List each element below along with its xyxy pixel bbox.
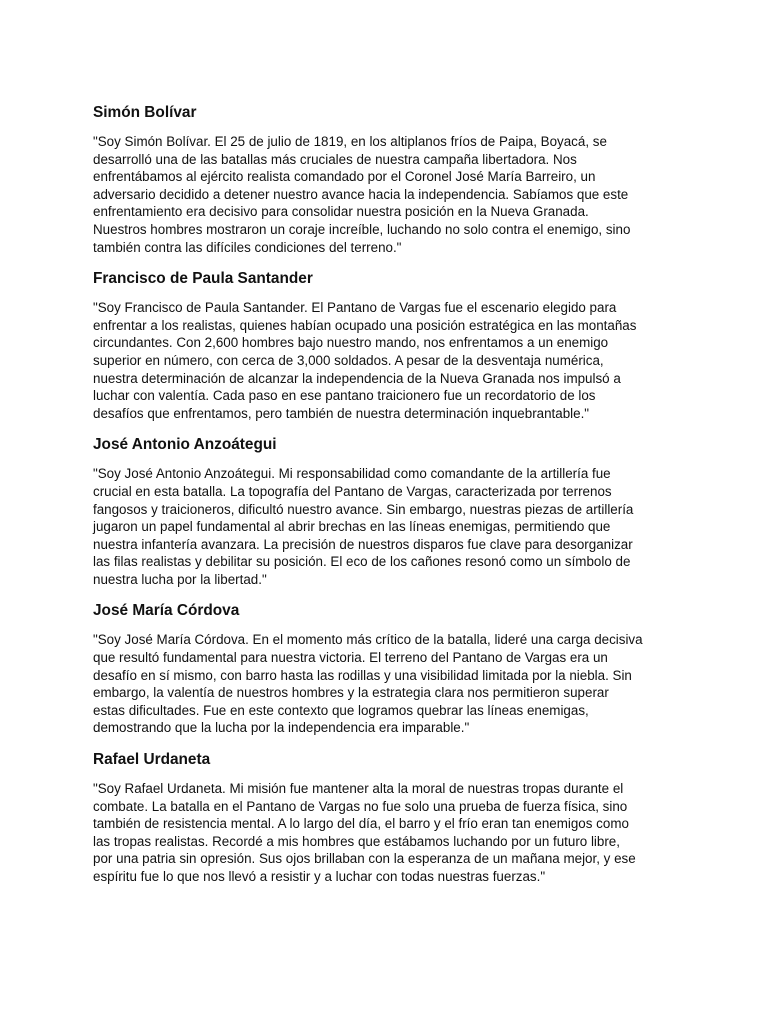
section-heading: Simón Bolívar (93, 104, 197, 121)
section-paragraph (93, 299, 681, 422)
paragraph-line: nuestra lucha por la libertad." (93, 571, 267, 587)
paragraph-line: las filas realistas y debilitar su posición. El eco de los cañones resonó como un símbolo de (93, 554, 631, 570)
paragraph-line: desafíos que enfrentamos, pero también de nuestra determinación inquebrantable." (93, 405, 590, 421)
paragraph-line: también contra las difíciles condiciones del terreno." (93, 239, 402, 255)
paragraph-line: superior en número, con cerca de 3,000 soldados. A pesar de la desventaja numérica, (93, 352, 604, 368)
paragraph-line: enfrentar a los realistas, quienes habían ocupado una posición estratégica en las montañas (93, 317, 637, 333)
section-heading: Rafael Urdaneta (93, 751, 211, 769)
paragraph-line: por una patria sin opresión. Sus ojos brillaban con la esperanza de un mañana mejor, y ese (93, 851, 636, 867)
paragraph-line: Nuestros hombres mostraron un coraje increíble, luchando no solo contra el enemigo, sino (93, 221, 631, 237)
paragraph-line: circundantes. Con 2,600 hombres bajo nuestro mando, nos enfrentamos a un enemigo (93, 335, 609, 351)
document-page (93, 102, 681, 898)
paragraph-line: "Soy Rafael Urdaneta. Mi misión fue mantener alta la moral de nuestras tropas durante el (93, 781, 624, 797)
paragraph-line: embargo, la valentía de nuestros hombres y la estrategia clara nos permitieron superar (93, 685, 609, 701)
paragraph-line: las tropas realistas. Recordé a mis hombres que estábamos luchando por un futuro libre, (93, 833, 620, 849)
section-heading: Francisco de Paula Santander (93, 270, 313, 288)
section-heading: José Antonio Anzoátegui (93, 436, 277, 454)
section-francisco-de-paula-santander (93, 268, 681, 422)
section-paragraph (93, 465, 681, 588)
paragraph-line: que resultó fundamental para nuestra victoria. El terreno del Pantano de Vargas era un (93, 650, 608, 666)
paragraph-line: demostrando que la lucha por la independencia era imparable." (93, 720, 470, 736)
paragraph-line: "Soy José María Córdova. En el momento más crítico de la batalla, lideré una carga decisiva (93, 632, 643, 648)
paragraph-line: crucial en esta batalla. La topografía del Pantano de Vargas, caracterizada por terrenos (93, 483, 612, 499)
paragraph-line: jugaron un papel fundamental al abrir brechas en las líneas enemigas, permitiendo que (93, 519, 611, 535)
paragraph-line: nuestra infantería avanzara. La precisión de nuestros disparos fue clave para desorganizar (93, 536, 633, 552)
paragraph-line: combate. La batalla en el Pantano de Vargas no fue solo una prueba de fuerza física, sino (93, 798, 628, 814)
paragraph-line: "Soy José Antonio Anzoátegui. Mi responsabilidad como comandante de la artillería fue (93, 466, 611, 482)
section-heading: José María Córdova (93, 602, 240, 620)
paragraph-line: "Soy Francisco de Paula Santander. El Pantano de Vargas fue el escenario elegido para (93, 300, 617, 316)
paragraph-line: enfrentábamos al ejército realista comandado por el Coronel José María Barreiro, un (93, 169, 596, 185)
paragraph-line: adversario decidido a detener nuestro avance hacia la independencia. Sabíamos que este (93, 186, 629, 202)
paragraph-line: "Soy Simón Bolívar. El 25 de julio de 1819, en los altiplanos fríos de Paipa, Boyacá, se (93, 134, 607, 149)
section-simon-bolivar (93, 102, 681, 256)
paragraph-line: nuestra determinación de alcanzar la independencia de la Nueva Granada nos impulsó a (93, 370, 621, 386)
paragraph-line: espíritu fue lo que nos llevó a resistir y a luchar con todas nuestras fuerzas." (93, 869, 546, 884)
paragraph-line: también de resistencia mental. A lo largo del día, el barro y el frío eran tan enemigos como (93, 816, 629, 832)
section-jose-maria-cordova (93, 600, 681, 737)
paragraph-line: fangosos y traicioneros, dificultó nuestro avance. Sin embargo, nuestras piezas de artillería (93, 501, 634, 517)
paragraph-line: desafío en sí mismo, con barro hasta las rodillas y una visibilidad limitada por la niebla. Sin (93, 667, 632, 683)
paragraph-line: desarrolló una de las batallas más cruciales de nuestra campaña libertadora. Nos (93, 151, 577, 167)
section-paragraph (93, 780, 681, 886)
section-jose-antonio-anzoategui (93, 434, 681, 588)
section-paragraph (93, 631, 681, 737)
paragraph-line: luchar con valentía. Cada paso en ese pantano traicionero fue un recordatorio de los (93, 388, 596, 404)
section-paragraph (93, 133, 681, 256)
paragraph-line: estas dificultades. Fue en este contexto que logramos quebrar las líneas enemigas, (93, 702, 589, 718)
paragraph-line: enfrentamiento era decisivo para consolidar nuestra posición en la Nueva Granada. (93, 204, 589, 220)
section-rafael-urdaneta (93, 749, 681, 886)
